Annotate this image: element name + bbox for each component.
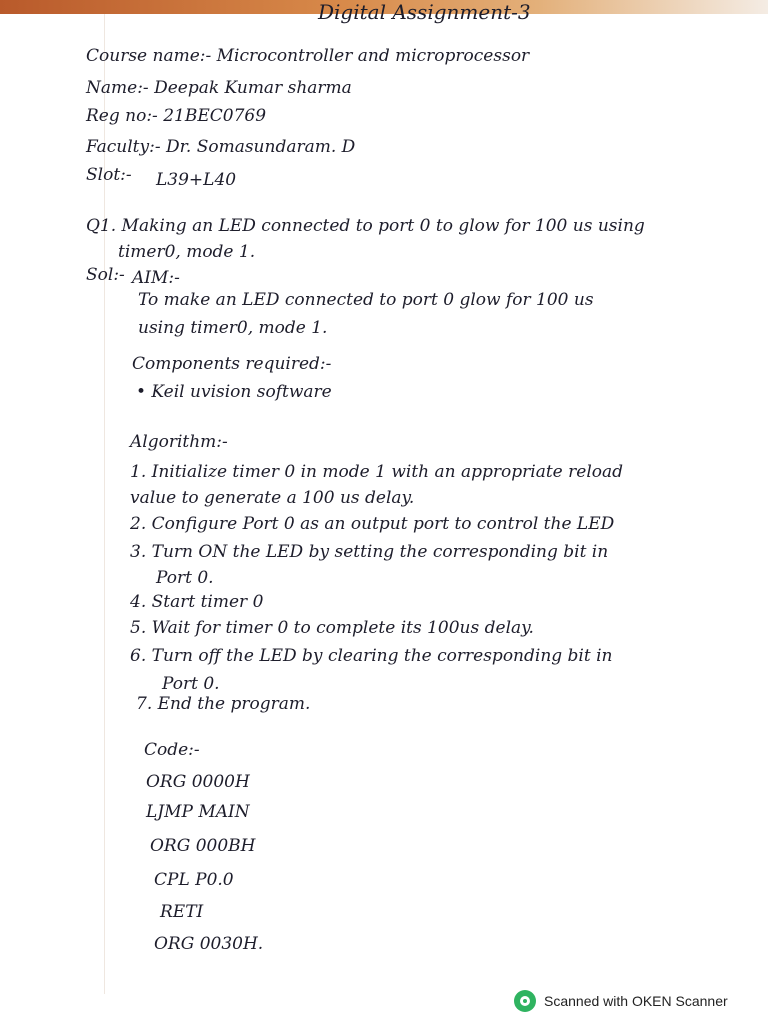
algorithm-line: 5. Wait for timer 0 to complete its 100us delay. bbox=[130, 618, 534, 638]
code-line: LJMP MAIN bbox=[146, 802, 250, 822]
code-line: ORG 000BH bbox=[150, 836, 256, 856]
faculty-line: Faculty:- Dr. Somasundaram. D bbox=[86, 137, 356, 157]
code-heading: Code:- bbox=[144, 740, 200, 760]
algorithm-line: 3. Turn ON the LED by setting the corresponding bit in bbox=[130, 542, 609, 562]
algorithm-line: Port 0. bbox=[162, 674, 220, 694]
algorithm-line: value to generate a 100 us delay. bbox=[130, 488, 415, 508]
aim-heading: AIM:- bbox=[132, 268, 180, 288]
student-name-line: Name:- Deepak Kumar sharma bbox=[86, 78, 352, 98]
question-line-2: timer0, mode 1. bbox=[118, 242, 256, 262]
page-margin-rule bbox=[104, 14, 105, 994]
page-title: Digital Assignment-3 bbox=[318, 0, 531, 24]
oken-scanner-logo-icon bbox=[514, 990, 536, 1012]
course-name-line: Course name:- Microcontroller and microprocessor bbox=[86, 46, 530, 66]
algorithm-line: 6. Turn off the LED by clearing the corresponding bit in bbox=[130, 646, 613, 666]
question-line-1: Q1. Making an LED connected to port 0 to glow for 100 us using bbox=[86, 216, 645, 236]
scanner-watermark-text: Scanned with OKEN Scanner bbox=[544, 993, 728, 1009]
reg-no-line: Reg no:- 21BEC0769 bbox=[86, 106, 267, 126]
slot-label: Slot:- bbox=[86, 165, 132, 185]
code-line: CPL P0.0 bbox=[154, 870, 234, 890]
algorithm-line: 7. End the program. bbox=[136, 694, 311, 714]
scanner-watermark bbox=[514, 988, 728, 1014]
aim-line-1: To make an LED connected to port 0 glow for 100 us bbox=[138, 290, 594, 310]
code-line: ORG 0000H bbox=[146, 772, 250, 792]
algorithm-heading: Algorithm:- bbox=[130, 432, 228, 452]
algorithm-line: 1. Initialize timer 0 in mode 1 with an appropriate reload bbox=[130, 462, 624, 482]
slot-value: L39+L40 bbox=[156, 170, 237, 190]
solution-label: Sol:- bbox=[86, 265, 125, 285]
algorithm-line: 2. Configure Port 0 as an output port to control the LED bbox=[130, 514, 615, 534]
aim-line-2: using timer0, mode 1. bbox=[138, 318, 328, 338]
algorithm-line: 4. Start timer 0 bbox=[130, 592, 264, 612]
components-item: • Keil uvision software bbox=[136, 382, 332, 402]
code-line: ORG 0030H. bbox=[154, 934, 264, 954]
code-line: RETI bbox=[160, 902, 204, 922]
components-heading: Components required:- bbox=[132, 354, 332, 374]
algorithm-line: Port 0. bbox=[156, 568, 214, 588]
